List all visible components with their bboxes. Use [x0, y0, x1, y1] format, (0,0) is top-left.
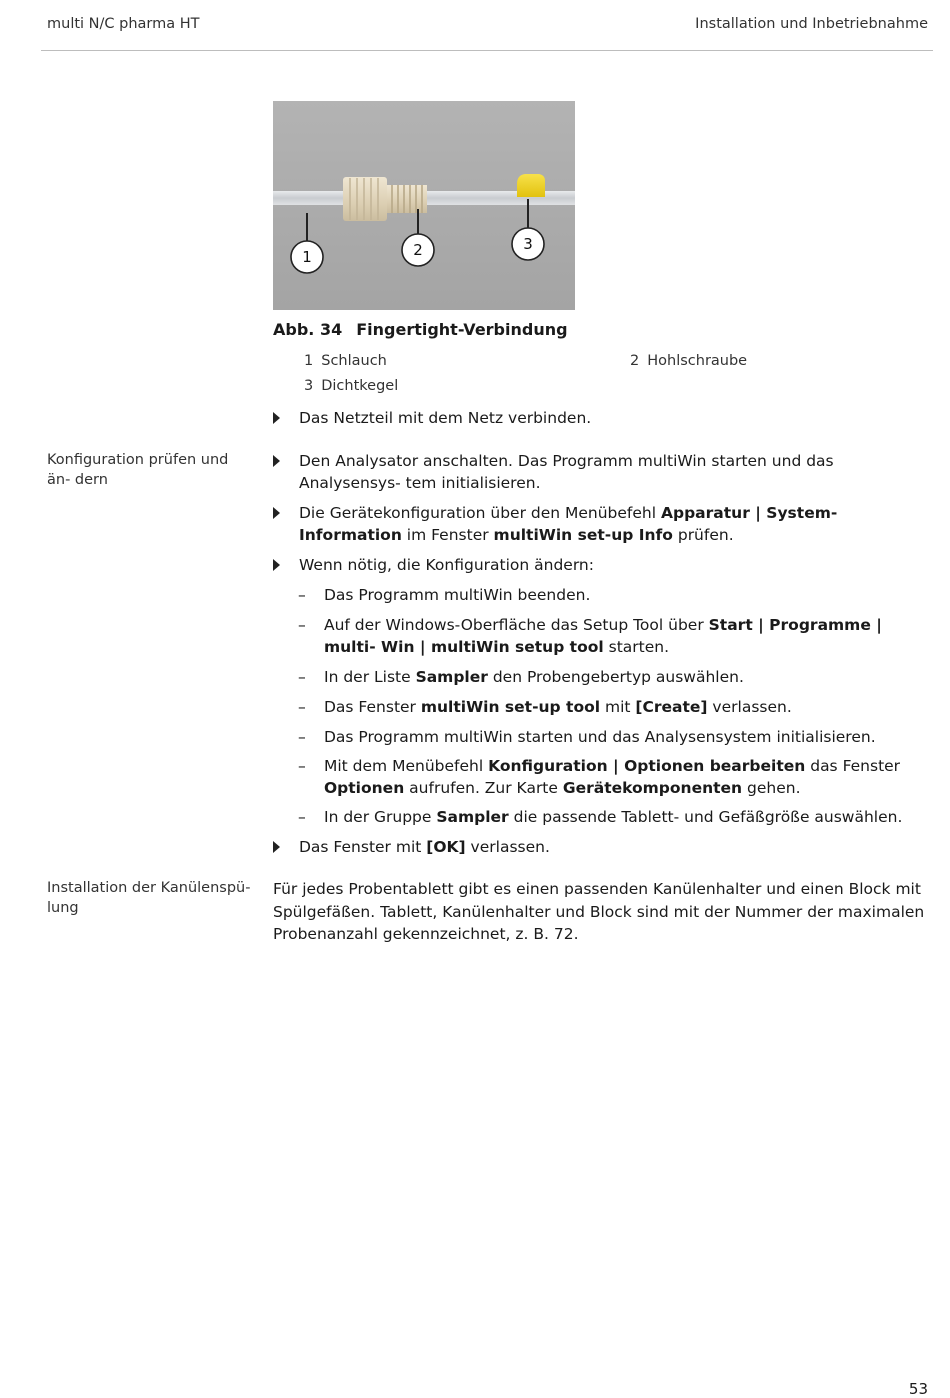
sub-step: – Das Fenster multiWin set-up tool mit [Create] verlassen.: [298, 698, 792, 716]
sub-step: – In der Gruppe Sampler die passende Tablett- und Gefäßgröße auswählen.: [298, 808, 903, 826]
window-name: multiWin set-up Info: [493, 526, 673, 544]
screw-thread-shape: [387, 185, 427, 213]
arrow-bullet-icon: [273, 559, 280, 571]
sub-step: – Mit dem Menübefehl Konfiguration | Optionen bearbeiten das Fenster Optionen aufrufen. Zur Karte Gerätekomponenten gehen.: [298, 757, 901, 797]
dash-bullet: –: [298, 616, 306, 634]
instruction-step: Den Analysator anschalten. Das Programm multiWin starten und das Analysensys- tem initialisieren.: [273, 450, 925, 494]
fingertight-photo: [273, 101, 575, 310]
menu-path: Apparatur | System-Information: [299, 504, 838, 544]
window-name: multiWin set-up tool: [420, 698, 601, 716]
figure-caption: [273, 320, 568, 339]
button-name: [OK]: [426, 838, 466, 856]
callout-1: 1: [302, 248, 312, 266]
dash-bullet: –: [298, 668, 306, 686]
dash-bullet: –: [298, 586, 306, 604]
sub-step: – Das Programm multiWin beenden.: [298, 586, 591, 604]
body-paragraph: Für jedes Probentablett gibt es einen passenden Kanülenhalter und einen Block mit Spülgefäßen. Tablett, Kanülenhalter und Block sind mit der Nummer der maximalen Probenanzahl gekennzeichnet, z. B. 72.: [273, 880, 925, 943]
dash-bullet: –: [298, 808, 306, 826]
arrow-bullet-icon: [273, 412, 280, 424]
header-document-title: multi N/C pharma HT: [47, 16, 200, 32]
callout-2: 2: [413, 241, 423, 259]
header-divider: [41, 50, 933, 51]
legend-item: 2 Hohlschraube: [630, 353, 748, 369]
group-name: Sampler: [436, 808, 509, 826]
dash-bullet: –: [298, 698, 306, 716]
list-name: Sampler: [415, 668, 488, 686]
callout-3: 3: [523, 235, 533, 253]
figure-title: Fingertight-Verbindung: [356, 320, 568, 339]
arrow-bullet-icon: [273, 841, 280, 853]
figure-number: Abb. 34: [273, 320, 343, 339]
window-name: Optionen: [324, 779, 405, 797]
instruction-step: Das Netzteil mit dem Netz verbinden.: [273, 407, 925, 429]
menu-path: Start | Programme | multi- Win | multiWin setup tool: [324, 616, 882, 656]
instruction-step: Das Fenster mit [OK] verlassen.: [273, 836, 925, 858]
arrow-bullet-icon: [273, 455, 280, 467]
legend-item: 1 Schlauch: [304, 353, 387, 369]
header-chapter-title: Installation und Inbetriebnahme: [695, 16, 928, 32]
sub-step: – Auf der Windows-Oberfläche das Setup Tool über Start | Programme | multi- Win | multiWin setup tool starten.: [298, 616, 882, 656]
instruction-step: Die Gerätekonfiguration über den Menübefehl Apparatur | System-Information im Fenster multiWin set-up Info prüfen.: [273, 502, 925, 546]
tab-name: Gerätekomponenten: [562, 779, 743, 797]
page-number: 53: [908, 1380, 928, 1398]
margin-note-configuration: Konfiguration prüfen und än- dern: [47, 452, 229, 488]
button-name: [Create]: [635, 698, 708, 716]
arrow-bullet-icon: [273, 507, 280, 519]
dash-bullet: –: [298, 757, 306, 775]
sub-step: – In der Liste Sampler den Probengebertyp auswählen.: [298, 668, 744, 686]
menu-path: Konfiguration | Optionen bearbeiten: [488, 757, 806, 775]
instruction-step: Wenn nötig, die Konfiguration ändern:: [273, 554, 925, 576]
sub-step: – Das Programm multiWin starten und das Analysensystem initialisieren.: [298, 728, 876, 746]
dash-bullet: –: [298, 728, 306, 746]
legend-item: 3 Dichtkegel: [304, 378, 399, 394]
sealing-cone-shape: [517, 174, 545, 197]
margin-note-installation: Installation der Kanülenspü- lung: [47, 880, 251, 916]
